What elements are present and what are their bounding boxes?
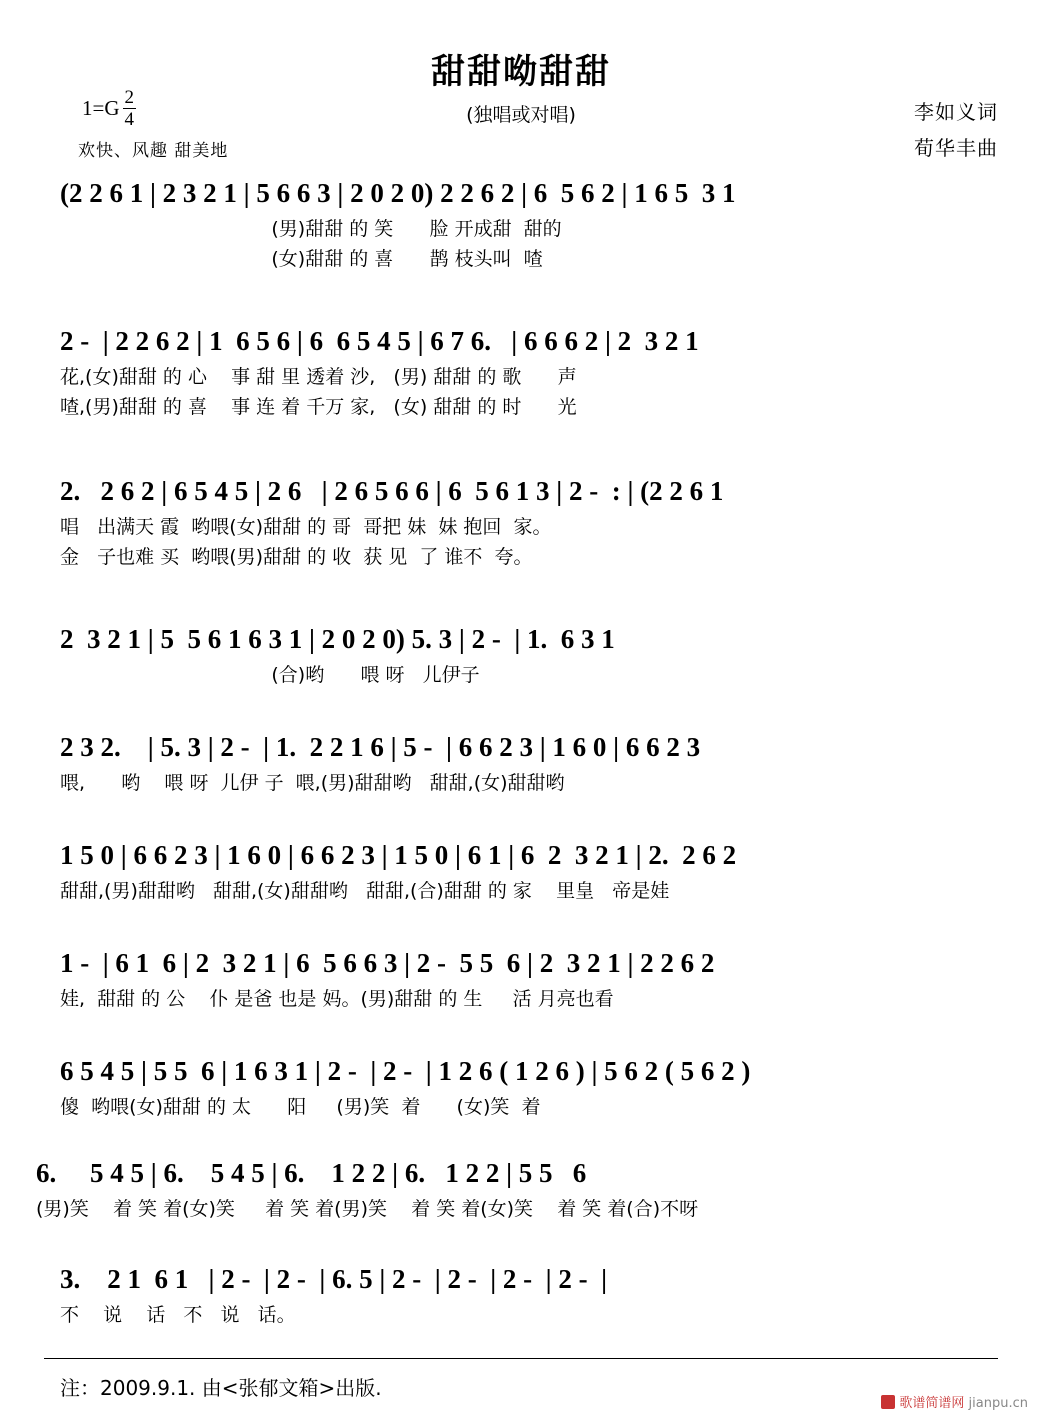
music-system — [60, 834, 990, 906]
lyric-row: (男)甜甜 的 笑 脸 开成甜 甜的 — [60, 218, 562, 240]
lyric-row: (合)哟 喂 呀 儿伊子 — [60, 664, 480, 686]
lyric-row: 花,(女)甜甜 的 心 事 甜 里 透着 沙, (男) 甜甜 的 歌 声 — [60, 366, 577, 388]
watermark — [881, 1392, 1028, 1411]
lyric-row: 喂, 哟 喂 呀 儿伊 子 喂,(男)甜甜哟 甜甜,(女)甜甜哟 — [60, 772, 565, 794]
lyric-row: 喳,(男)甜甜 的 喜 事 连 着 千万 家, (女) 甜甜 的 时 光 — [60, 396, 577, 418]
composer-credit: 荀华丰曲 — [914, 136, 998, 160]
notation-row: 2. 2 6 2 | 6 5 4 5 | 2 6 | 2 6 5 6 6 | 6 5 6 1 3 | 2 - : | (2 2 6 1 — [60, 476, 724, 506]
music-system — [60, 172, 990, 274]
performance-direction: 欢快、风趣 甜美地 — [78, 141, 229, 161]
watermark-label: 歌谱简谱网 — [899, 1396, 965, 1411]
lyricist-credit: 李如义词 — [914, 100, 998, 124]
notation-row: 2 3 2. | 5. 3 | 2 - | 1. 2 2 1 6 | 5 - | 6 6 2 3 | 1 6 0 | 6 6 2 3 — [60, 732, 701, 762]
music-system — [60, 470, 990, 572]
music-system — [60, 1050, 990, 1122]
notation-row: 2 - | 2 2 6 2 | 1 6 5 6 | 6 6 5 4 5 | 6 7 6. | 6 6 6 2 | 2 3 2 1 — [60, 326, 699, 356]
lyric-row: 傻 哟喂(女)甜甜 的 太 阳 (男)笑 着 (女)笑 着 — [60, 1096, 541, 1118]
notation-row: 1 5 0 | 6 6 2 3 | 1 6 0 | 6 6 2 3 | 1 5 0 | 6 1 | 6 2 3 2 1 | 2. 2 6 2 — [60, 840, 737, 870]
notation-row: 6. 5 4 5 | 6. 5 4 5 | 6. 1 2 2 | 6. 1 2 2 | 5 5 6 — [36, 1158, 587, 1188]
time-signature-denominator: 4 — [124, 109, 135, 130]
notation-row: (2 2 6 1 | 2 3 2 1 | 5 6 6 3 | 2 0 2 0) 2 2 6 2 | 6 5 6 2 | 1 6 5 3 1 — [60, 178, 736, 208]
music-system — [36, 1152, 996, 1224]
notation-row: 1 - | 6 1 6 | 2 3 2 1 | 6 5 6 6 3 | 2 - 5 5 6 | 2 3 2 1 | 2 2 6 2 — [60, 948, 715, 978]
music-system — [60, 320, 990, 422]
footnote: 注：2009.9.1. 由<张郁文箱>出版. — [60, 1376, 382, 1400]
watermark-url: jianpu.cn — [968, 1396, 1028, 1411]
page-subtitle: (独唱或对唱) — [466, 104, 576, 126]
lyric-row: 金 子也难 买 哟喂(男)甜甜 的 收 获 见 了 谁不 夸。 — [60, 546, 533, 568]
notation-row: 6 5 4 5 | 5 5 6 | 1 6 3 1 | 2 - | 2 - | 1 2 6 ( 1 2 6 ) | 5 6 2 ( 5 6 2 ) — [60, 1056, 751, 1086]
music-system — [60, 726, 990, 798]
music-system — [60, 618, 990, 690]
notation-row: 3. 2 1 6 1 | 2 - | 2 - | 6. 5 | 2 - | 2 - | 2 - | 2 - | — [60, 1264, 608, 1294]
lyric-row: 娃, 甜甜 的 公 仆 是爸 也是 妈。(男)甜甜 的 生 活 月亮也看 — [60, 988, 614, 1010]
lyric-row: 甜甜,(男)甜甜哟 甜甜,(女)甜甜哟 甜甜,(合)甜甜 的 家 里皇 帝是娃 — [60, 880, 670, 902]
lyric-row: (男)笑 着 笑 着(女)笑 着 笑 着(男)笑 着 笑 着(女)笑 着 笑 着(合)不呀 — [36, 1198, 699, 1220]
lyric-row: (女)甜甜 的 喜 鹊 枝头叫 喳 — [60, 248, 543, 270]
music-system — [60, 942, 990, 1014]
notation-row: 2 3 2 1 | 5 5 6 1 6 3 1 | 2 0 2 0) 5. 3 | 2 - | 1. 6 3 1 — [60, 624, 615, 654]
watermark-icon — [881, 1395, 895, 1409]
lyric-row: 不 说 话 不 说 话。 — [60, 1304, 296, 1326]
footer-divider — [44, 1358, 998, 1359]
lyric-row: 唱 出满天 霞 哟喂(女)甜甜 的 哥 哥把 妹 妹 抱回 家。 — [60, 516, 552, 538]
time-signature-numerator: 2 — [124, 87, 135, 108]
music-system — [60, 1258, 990, 1330]
page-title: 甜甜呦甜甜 — [431, 52, 611, 92]
key-label: 1=G — [82, 96, 120, 120]
